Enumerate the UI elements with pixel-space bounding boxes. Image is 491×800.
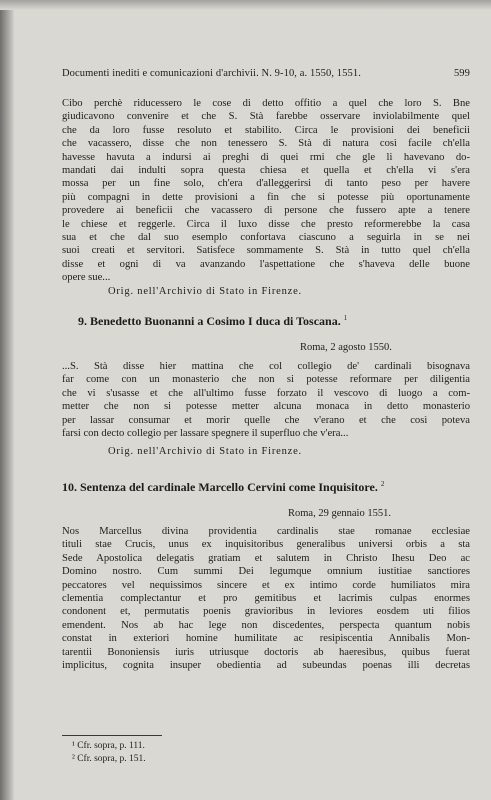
- text-line: mandati dai indulti sopra questa chiesa et quella et ch'ella vi s'era: [62, 165, 470, 177]
- page-binding-shadow: [0, 0, 14, 800]
- footnote-ref: 1: [343, 314, 348, 322]
- text-line: sua et che dal suo esemplo confortava ciascuno a seguirla in se nei: [62, 232, 470, 244]
- text-line: più compagni in dette provisioni a fin che si potesse più oportunamente: [62, 191, 470, 203]
- text-line: ...S. Stà disse hier mattina che col collegio de' cardinali bisognava: [62, 361, 470, 372]
- text-line: Cibo perchè riducessero le cose di detto offitio a quel che loro S. Bne: [62, 98, 470, 109]
- footnote-2: ² Cfr. sopra, p. 151.: [72, 754, 146, 764]
- text-line: Nos Marcellus divina providentia cardinalis stae romanae ecclesiae: [62, 526, 470, 537]
- section10-heading-text: 10. Sentenza del cardinale Marcello Cervini come Inquisitore.: [62, 480, 378, 494]
- text-line: che vacassero, disse che non tenessero S. Stà di natura così facile ch'ella: [62, 138, 470, 150]
- text-line: far come con un monasterio che non si potesse reformare per diligentia: [62, 374, 470, 386]
- footnote-1: ¹ Cfr. sopra, p. 111.: [72, 741, 145, 751]
- section9-dateline: Roma, 2 agosto 1550.: [300, 342, 392, 353]
- text-line: per lassar consumar et morir quelle che v'erano et che così poteva: [62, 414, 470, 426]
- section8-signature: Orig. nell'Archivio di Stato in Firenze.: [108, 286, 302, 297]
- section9-signature: Orig. nell'Archivio di Stato in Firenze.: [108, 446, 302, 457]
- section9-heading-text: 9. Benedetto Buonanni a Cosimo I duca di Toscana.: [78, 314, 341, 328]
- text-line: disse et ogni di va avanzando l'aspettatione che s'haveva delle buone: [62, 258, 470, 270]
- text-line: opere sue...: [62, 272, 111, 284]
- text-line: constat in exteriori homine humilitate ac resipiscentia Annibalis Mon-: [62, 633, 470, 645]
- page-number: 599: [453, 68, 470, 79]
- text-line: mossa per un fine solo, ch'era d'alleggerirsi di tanto peso per havere: [62, 178, 470, 190]
- text-line: giudicavono convenire et che S. Stà farebbe osservare inviolabilmente quel: [62, 111, 470, 123]
- text-line: emendent. Nos ab hac lege non discedentes, perspecta quantum nobis: [62, 619, 470, 631]
- text-line: tituli stae Crucis, unus ex inquisitoribus generalibus universi orbis a sta: [62, 539, 470, 551]
- section10-dateline: Roma, 29 gennaio 1551.: [288, 508, 391, 519]
- footnote-separator: [62, 735, 162, 736]
- text-line: che vi s'usasse et che all'ultimo fusse forzato il vescovo di luogo a com-: [62, 387, 470, 399]
- text-line: peccatores vel nequissimos sincere et ex intimo corde humiliatos mira: [62, 579, 470, 591]
- running-title: Documenti inediti e comunicazioni d'archivii. N. 9-10, a. 1550, 1551.: [62, 68, 361, 79]
- running-header: [62, 68, 470, 79]
- section10-heading: [62, 480, 384, 495]
- text-line: condonent et, permutatis poenis gravioribus in leviores eosdem uti filios: [62, 606, 470, 618]
- section10-paragraph: [62, 525, 470, 672]
- text-line: le chiese et reggerle. Circa il luxo disse che presto reformerebbe la casa: [62, 218, 470, 230]
- text-line: provedere ai beneficii che vacassero di persone che fussero apte a tenere: [62, 205, 470, 217]
- text-line: havesse havuta a indursi ai preghi di quei rmi che gle li havevano do-: [62, 151, 470, 163]
- text-line: implicitus, cognita insuper obedientia ad subeundas poenas illi decretas: [62, 660, 470, 672]
- section9-heading: [78, 314, 347, 329]
- text-line: che da loro fusse resoluto et stabilito. Circa le provisioni dei beneficii: [62, 124, 470, 136]
- text-line: clementia complectantur et pro gemitibus et lacrimis culpas enormes: [62, 593, 470, 605]
- text-line: metter che non si potesse metter alcuna monaca in detto monasterio: [62, 401, 470, 413]
- text-line: Domino nostro. Cum summi Dei legumque omnium iustitiae sanctiores: [62, 566, 470, 578]
- text-line: tarentii Bononiensis iuris utriusque doctoris ab haeresibus, quibus fuerat: [62, 646, 470, 658]
- page-top-edge: [0, 0, 491, 10]
- text-line: Sede Apostolica delegatis gratiam et salutem in Christo Ihesu Deo ac: [62, 552, 470, 564]
- text-line: suoi creati et servitori. Satisfece sommamente S. Stà in tutto quel ch'ella: [62, 245, 470, 257]
- section9-paragraph: [62, 360, 470, 440]
- footnote-ref: 2: [380, 480, 385, 488]
- text-line: farsi con decto collegio per lassare spegnere il superfluo che v'era...: [62, 428, 349, 440]
- section8-paragraph: [62, 97, 470, 285]
